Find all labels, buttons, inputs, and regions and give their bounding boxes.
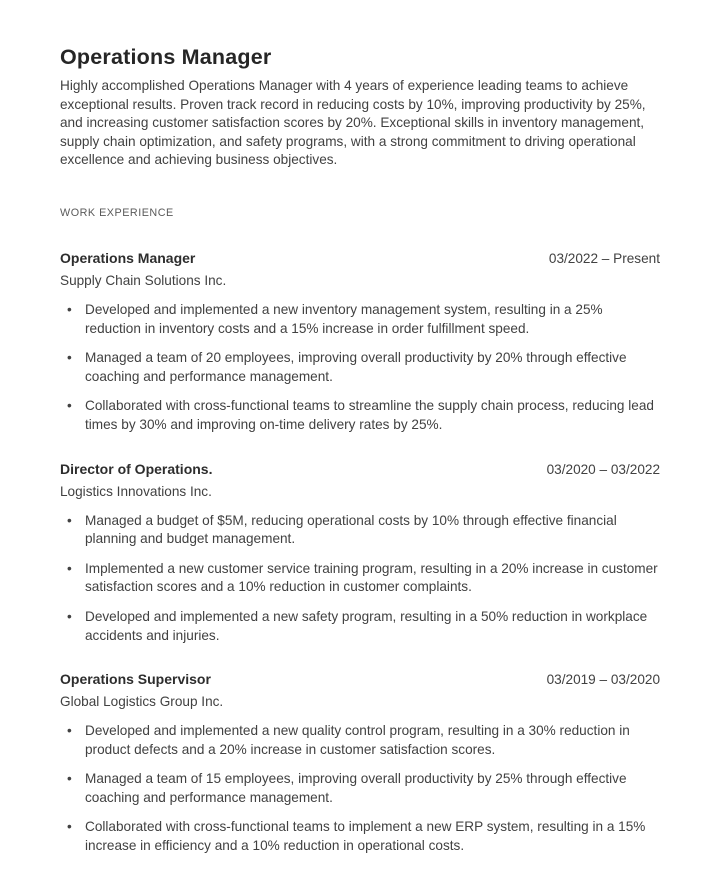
job-company: Supply Chain Solutions Inc. <box>60 272 227 288</box>
bullet-item <box>60 301 660 338</box>
job-title: Operations Manager <box>60 249 196 266</box>
bullet-item <box>60 560 660 597</box>
job-dates: 03/2019 – 03/2020 <box>546 672 660 688</box>
bullet-text: Managed a team of 15 employees, improving overall productivity by 25% through effective coaching and performance management. <box>85 771 627 805</box>
job-header <box>60 460 660 479</box>
bullet-icon: • <box>67 560 72 576</box>
bullet-icon: • <box>67 301 72 317</box>
bullet-text: Collaborated with cross-functional teams to implement a new ERP system, resulting in a 15% increase in efficiency and a 10% reduction in operational costs. <box>85 819 646 854</box>
bullet-item <box>60 512 660 549</box>
bullet-text: Collaborated with cross-functional teams to streamline the supply chain process, reducing lead times by 30% and improving on-time delivery rates by 25%. <box>85 398 654 432</box>
bullet-text: Implemented a new customer service training program, resulting in a 20% increase in customer satisfaction scores and a 10% reduction in customer complaints. <box>85 560 658 595</box>
bullet-icon: • <box>67 723 72 739</box>
job-company: Logistics Innovations Inc. <box>60 483 212 499</box>
bullet-icon: • <box>67 608 72 624</box>
job-bullet-list <box>60 722 660 856</box>
section-label-work-experience: WORK EXPERIENCE <box>60 206 174 219</box>
job-bullet-list <box>60 301 660 435</box>
job-company: Global Logistics Group Inc. <box>60 694 224 710</box>
job-dates: 03/2022 – Present <box>548 250 660 266</box>
bullet-item <box>60 397 660 434</box>
bullet-item <box>60 608 660 645</box>
bullet-icon: • <box>67 398 72 414</box>
job-dates: 03/2020 – 03/2022 <box>546 461 660 477</box>
bullet-icon: • <box>67 819 72 835</box>
bullet-text: Developed and implemented a new inventory management system, resulting in a 25% reduction in inventory costs and a 15% increase in order fulfillment speed. <box>85 301 603 336</box>
job-entry <box>60 249 660 435</box>
bullet-item <box>60 770 660 807</box>
bullet-text: Managed a budget of $5M, reducing operational costs by 10% through effective financial planning and budget management. <box>85 512 617 547</box>
job-header <box>60 670 660 689</box>
job-entry <box>60 460 660 646</box>
job-title: Director of Operations. <box>60 460 213 477</box>
job-title: Operations Supervisor <box>60 671 211 688</box>
job-header <box>60 249 660 268</box>
bullet-text: Developed and implemented a new quality control program, resulting in a 30% reduction in product defects and a 20% increase in customer satisfaction scores. <box>85 723 630 757</box>
resume-title: Operations Manager <box>60 45 272 69</box>
bullet-text: Developed and implemented a new safety program, resulting in a 50% reduction in workplace accidents and injuries. <box>85 608 648 643</box>
bullet-icon: • <box>67 771 72 787</box>
bullet-item <box>60 722 660 759</box>
job-entry <box>60 670 660 856</box>
bullet-item <box>60 349 660 386</box>
bullet-icon: • <box>67 512 72 528</box>
bullet-icon: • <box>67 350 72 366</box>
bullet-item <box>60 818 660 855</box>
job-bullet-list <box>60 512 660 646</box>
resume-summary: Highly accomplished Operations Manager with 4 years of experience leading teams to achieve exceptional results. Proven track record in reducing costs by 10%, improving productivity by 25%, and increasing customer satisfaction scores by 20%. Exceptional skills in inventory management, supply chain optimization, and safety programs, with a strong commitment to driving operational excellence and achieving business objectives. <box>60 78 646 168</box>
bullet-text: Managed a team of 20 employees, improving overall productivity by 20% through effective coaching and performance management. <box>85 350 627 384</box>
